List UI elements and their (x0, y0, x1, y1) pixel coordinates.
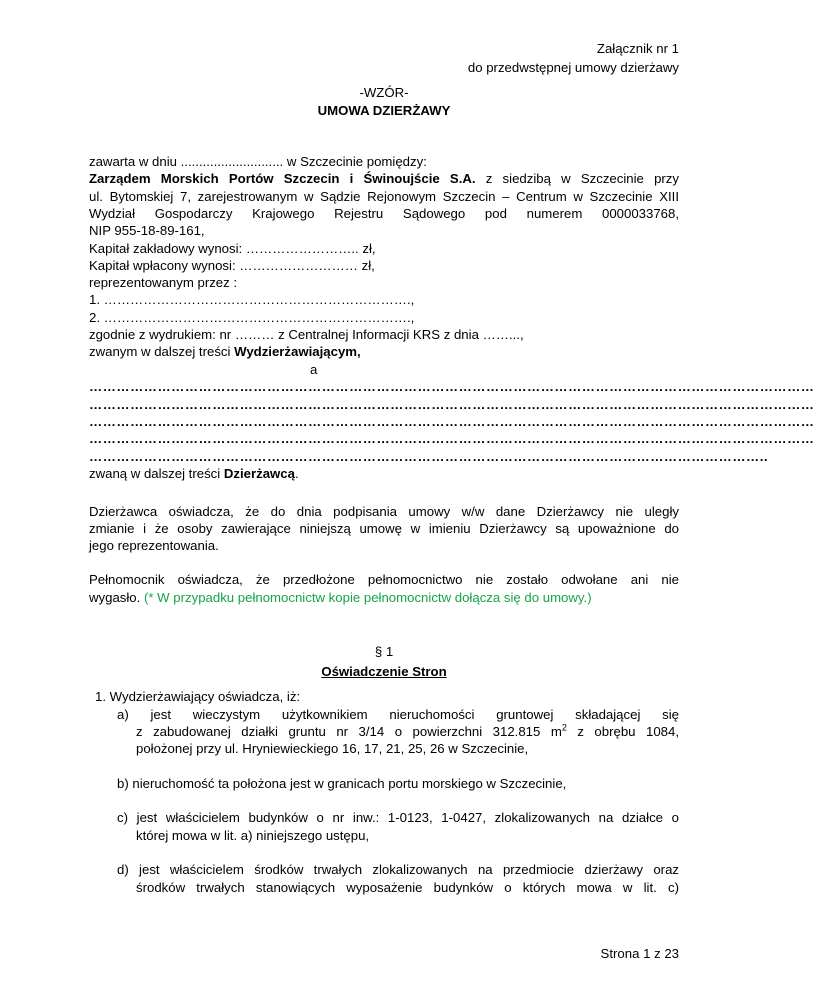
lessor-role: Wydzierżawiającym, (234, 344, 361, 359)
tenant-blank-line-1: …………………………………………………………………………………………………………………………………………… (89, 379, 814, 394)
clause-a-line-2 (136, 723, 679, 740)
lessor-designation (89, 343, 361, 360)
parties-intro: zawarta w dniu ............................ w Szczecinie pomiędzy: (89, 154, 427, 169)
tenant-statement-line-1: Dzierżawca oświadcza, że do dnia podpisania umowy w/w dane Dzierżawcy nie uległy (89, 504, 679, 519)
clause-d-line-1: d) jest właścicielem środków trwałych zlokalizowanych na przedmiocie dzierżawy oraz (117, 862, 679, 877)
clause-a-text: z zabudowanej działki gruntu nr 3/14 o powierzchni 312.815 m (136, 724, 562, 739)
tenant-blank-line-3: …………………………………………………………………………………………………………………………………………… (89, 414, 814, 429)
company-registry: Wydział Gospodarczy Krajowego Rejestru Sądowego pod numerem 0000033768, (89, 206, 679, 221)
share-capital: Kapitał zakładowy wynosi: …………………….. zł, (89, 241, 376, 256)
company-address: ul. Bytomskiej 7, zarejestrowanym w Sądzie Rejonowym Szczecin – Centrum w Szczecinie XIII (89, 189, 679, 204)
clause-a-text-end: z obrębu 1084, (577, 724, 679, 739)
clause-d-line-2: środków trwałych stanowiących wyposażenie budynków o których mowa w lit. c) (136, 880, 679, 895)
section-title: Oświadczenie Stron (321, 664, 447, 679)
clause-b: b) nieruchomość ta położona jest w granicach portu morskiego w Szczecinie, (117, 776, 567, 791)
annex-subtitle: do przedwstępnej umowy dzierżawy (467, 60, 679, 75)
company-line (89, 170, 679, 187)
krs-reference: zgodnie z wydrukiem: nr ……… z Centralnej Informacji KRS z dnia ……..., (89, 327, 524, 342)
company-seat: z siedzibą w Szczecinie przy (485, 171, 679, 186)
tenant-designation-text: zwaną w dalszej treści (89, 466, 221, 481)
tenant-blank-line-5: ………………………………………………………………………………………………………………………………….. (89, 449, 769, 464)
section-number: § 1 (374, 644, 394, 659)
clause-c-line-1: c) jest właścicielem budynków o nr inw.: 1-0123, 1-0427, zlokalizowanych na działce o (117, 810, 679, 825)
tenant-blank-line-4: …………………………………………………………………………………………………………………………………………… (89, 431, 814, 446)
document-title: UMOWA DZIERŻAWY (317, 103, 451, 118)
represented-by: reprezentowanym przez : (89, 275, 238, 290)
annex-label: Załącznik nr 1 (596, 41, 679, 56)
template-label: -WZÓR- (359, 85, 409, 100)
tenant-designation (89, 465, 299, 482)
tenant-role: Dzierżawcą (223, 466, 295, 481)
and-conjunction: a (310, 362, 318, 377)
attorney-statement-line-1: Pełnomocnik oświadcza, że przedłożone pełnomocnictwo nie zostało odwołane ani nie (89, 572, 679, 587)
clause-c-line-2: której mowa w lit. a) niniejszego ustępu, (136, 828, 370, 843)
paid-capital: Kapitał wpłacony wynosi: ……………………… zł, (89, 258, 375, 273)
company-nip: NIP 955-18-89-161, (89, 223, 205, 238)
tenant-statement-line-2: zmianie i że osoby zawierające niniejszą umowę w imieniu Dzierżawcy są upoważnione do (89, 521, 679, 536)
attorney-statement-line-2 (89, 589, 592, 606)
attorney-statement-end: wygasło. (89, 590, 141, 605)
tenant-designation-end: . (294, 466, 299, 481)
representative-2: 2. ……………………………………………………………., (89, 310, 415, 325)
tenant-blank-line-2: …………………………………………………………………………………………………………………………………………… (89, 397, 814, 412)
attorney-note: (* W przypadku pełnomocnictw kopie pełnomocnictw dołącza się do umowy.) (143, 590, 592, 605)
tenant-statement-line-3: jego reprezentowania. (89, 538, 219, 553)
page-number: Strona 1 z 23 (600, 946, 679, 961)
clause-1: 1. Wydzierżawiający oświadcza, iż: (95, 689, 301, 704)
representative-1: 1. ……………………………………………………………., (89, 292, 415, 307)
clause-a-line-1: a) jest wieczystym użytkownikiem nieruchomości gruntowej składającej się (117, 707, 679, 722)
superscript-2: 2 (561, 722, 567, 733)
lessor-designation-text: zwanym w dalszej treści (89, 344, 231, 359)
company-name: Zarządem Morskich Portów Szczecin i Świnoujście S.A. (89, 171, 476, 186)
clause-a-line-3: położonej przy ul. Hryniewieckiego 16, 17, 21, 25, 26 w Szczecinie, (136, 741, 529, 756)
